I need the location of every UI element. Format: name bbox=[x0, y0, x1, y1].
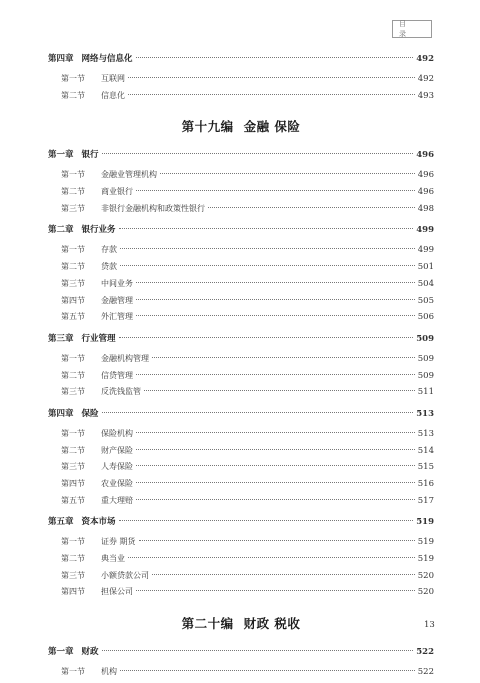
page-ref: 501 bbox=[417, 262, 434, 273]
entry-label bbox=[61, 169, 157, 180]
entry-label bbox=[61, 311, 133, 322]
page-ref: 496 bbox=[417, 170, 434, 181]
dot-leader bbox=[128, 94, 415, 95]
section-number: 第二节 bbox=[61, 262, 85, 272]
entry-label bbox=[61, 553, 125, 564]
section-number: 第一节 bbox=[61, 428, 85, 438]
section-title: 人寿保险 bbox=[101, 462, 133, 472]
dot-leader bbox=[102, 153, 414, 154]
section-title: 小额贷款公司 bbox=[101, 570, 149, 580]
entry-label bbox=[48, 52, 133, 64]
part-number: 第十九编 bbox=[181, 119, 234, 135]
toc-section-entry[interactable] bbox=[48, 478, 434, 495]
section-title: 农业保险 bbox=[101, 479, 133, 488]
section-title: 金融管理 bbox=[101, 295, 133, 305]
page-ref: 506 bbox=[417, 312, 434, 323]
dot-leader bbox=[136, 590, 415, 591]
section-title: 商业银行 bbox=[101, 187, 133, 197]
dot-leader bbox=[152, 357, 415, 358]
dot-leader bbox=[120, 670, 415, 671]
section-number: 第三节 bbox=[61, 570, 85, 580]
page-ref: 514 bbox=[417, 445, 434, 456]
page-ref: 516 bbox=[417, 479, 434, 489]
chapter-title: 保险 bbox=[81, 408, 99, 419]
page-ref: 509 bbox=[417, 370, 434, 381]
section-title: 重大理赔 bbox=[101, 495, 133, 505]
page-ref: 517 bbox=[417, 495, 434, 506]
section-number: 第三节 bbox=[61, 278, 85, 288]
section-title: 外汇管理 bbox=[101, 312, 133, 322]
dot-leader bbox=[136, 282, 415, 283]
toc-section-entry[interactable] bbox=[48, 169, 434, 186]
dot-leader bbox=[152, 574, 415, 575]
entry-label bbox=[61, 570, 149, 581]
toc-section-entry[interactable] bbox=[48, 244, 434, 261]
page-ref: 505 bbox=[417, 295, 434, 306]
entry-label bbox=[48, 515, 116, 527]
dot-leader bbox=[136, 432, 415, 433]
section-number: 第二节 bbox=[61, 90, 85, 100]
entry-label bbox=[61, 261, 117, 272]
page-ref: 498 bbox=[417, 203, 434, 214]
section-title: 金融业管理机构 bbox=[101, 170, 157, 180]
part-number: 第二十编 bbox=[181, 616, 234, 632]
page-ref: 511 bbox=[417, 387, 434, 398]
chapter-title: 资本市场 bbox=[81, 517, 116, 528]
section-title: 存款 bbox=[101, 245, 117, 255]
chapter-title: 银行 bbox=[81, 150, 99, 161]
entry-label bbox=[61, 445, 133, 456]
toc-section-entry[interactable] bbox=[48, 536, 434, 553]
entry-label bbox=[61, 666, 117, 677]
chapter-number: 第二章 bbox=[48, 225, 74, 236]
section-title: 非银行金融机构和政策性银行 bbox=[101, 203, 205, 213]
entry-label bbox=[61, 428, 133, 439]
dot-leader bbox=[119, 520, 414, 521]
entry-label bbox=[48, 332, 116, 344]
chapter-number: 第一章 bbox=[48, 150, 74, 161]
section-number: 第二节 bbox=[61, 370, 85, 380]
section-number: 第四节 bbox=[61, 295, 85, 305]
page-ref: 499 bbox=[417, 245, 434, 256]
section-number: 第一节 bbox=[61, 353, 85, 363]
toc-section-entry[interactable] bbox=[48, 553, 434, 570]
section-title: 中间业务 bbox=[101, 278, 133, 288]
entry-label bbox=[61, 295, 133, 306]
toc-section-entry[interactable] bbox=[48, 295, 434, 312]
section-number: 第五节 bbox=[61, 312, 85, 322]
entry-label bbox=[61, 536, 136, 547]
section-number: 第二节 bbox=[61, 554, 85, 564]
toc-section-entry[interactable] bbox=[48, 586, 434, 603]
page-ref: 513 bbox=[416, 408, 434, 419]
toc-section-entry[interactable] bbox=[48, 428, 434, 445]
dot-leader bbox=[139, 540, 415, 541]
page-ref: 509 bbox=[416, 333, 434, 344]
section-number: 第一节 bbox=[61, 74, 85, 83]
page-ref: 504 bbox=[417, 278, 434, 289]
chapter-number: 第一章 bbox=[48, 647, 74, 658]
entry-label bbox=[61, 586, 133, 597]
dot-leader bbox=[120, 248, 415, 249]
entry-label bbox=[48, 645, 99, 657]
entry-label bbox=[61, 278, 133, 289]
chapter-title: 财政 bbox=[81, 647, 99, 658]
section-title: 互联网 bbox=[101, 74, 125, 83]
toc-section-entry[interactable] bbox=[48, 570, 434, 587]
section-title: 机构 bbox=[101, 667, 117, 677]
chapter-title: 银行业务 bbox=[81, 225, 116, 236]
toc-section-entry[interactable] bbox=[48, 386, 434, 403]
page-ref: 522 bbox=[416, 647, 434, 658]
dot-leader bbox=[102, 412, 414, 413]
page-ref: 493 bbox=[417, 90, 434, 101]
section-number: 第四节 bbox=[61, 587, 85, 597]
entry-label bbox=[61, 353, 149, 364]
page-ref: 520 bbox=[417, 570, 434, 581]
chapter-number: 第五章 bbox=[48, 517, 74, 528]
section-number: 第五节 bbox=[61, 495, 85, 505]
entry-label bbox=[61, 244, 117, 255]
entry-label bbox=[61, 495, 133, 506]
chapter-number: 第四章 bbox=[48, 408, 74, 419]
table-of-contents bbox=[48, 52, 434, 683]
page-ref: 520 bbox=[417, 587, 434, 598]
page-number: 13 bbox=[424, 620, 435, 630]
entry-label bbox=[48, 148, 99, 160]
entry-label bbox=[48, 407, 99, 419]
dot-leader bbox=[144, 390, 415, 391]
dot-leader bbox=[136, 465, 415, 466]
section-title: 信贷管理 bbox=[101, 370, 133, 380]
toc-section-entry[interactable] bbox=[48, 203, 434, 220]
entry-label bbox=[61, 461, 133, 472]
page-ref: 496 bbox=[416, 150, 434, 161]
section-number: 第四节 bbox=[61, 479, 85, 488]
toc-chapter-entry[interactable] bbox=[48, 332, 434, 353]
toc-chapter-entry[interactable] bbox=[48, 515, 434, 536]
entry-label bbox=[61, 90, 125, 101]
section-title: 贷款 bbox=[101, 262, 117, 272]
page-ref: 492 bbox=[416, 54, 434, 64]
section-title: 财产保险 bbox=[101, 445, 133, 455]
dot-leader bbox=[136, 315, 415, 316]
chapter-title: 网络与信息化 bbox=[81, 54, 133, 64]
section-number: 第二节 bbox=[61, 445, 85, 455]
section-number: 第一节 bbox=[61, 245, 85, 255]
toc-section-entry[interactable] bbox=[48, 278, 434, 295]
section-number: 第一节 bbox=[61, 537, 85, 547]
dot-leader bbox=[136, 299, 415, 300]
chapter-number: 第三章 bbox=[48, 333, 74, 344]
section-number: 第三节 bbox=[61, 387, 85, 397]
toc-section-entry[interactable] bbox=[48, 370, 434, 387]
toc-section-entry[interactable] bbox=[48, 261, 434, 278]
toc-section-entry[interactable] bbox=[48, 445, 434, 462]
dot-leader bbox=[136, 499, 415, 500]
entry-label bbox=[61, 386, 141, 397]
part-heading bbox=[48, 106, 434, 148]
page-ref: 496 bbox=[417, 187, 434, 198]
dot-leader bbox=[208, 207, 415, 208]
page-ref: 522 bbox=[417, 667, 434, 678]
entry-label bbox=[61, 203, 205, 214]
dot-leader bbox=[120, 265, 415, 266]
part-title: 财政 税收 bbox=[243, 616, 301, 632]
toc-chapter-entry[interactable] bbox=[48, 223, 434, 244]
toc-section-entry[interactable] bbox=[48, 666, 434, 683]
section-title: 担保公司 bbox=[101, 587, 133, 597]
page-ref: 519 bbox=[416, 517, 434, 528]
section-title: 保险机构 bbox=[101, 428, 133, 438]
section-title: 典当业 bbox=[101, 554, 125, 564]
toc-section-entry[interactable] bbox=[48, 461, 434, 478]
page-ref: 509 bbox=[417, 353, 434, 364]
dot-leader bbox=[136, 190, 415, 191]
toc-section-entry[interactable] bbox=[48, 495, 434, 512]
page-ref: 519 bbox=[417, 537, 434, 548]
entry-label bbox=[61, 370, 133, 381]
section-title: 信息化 bbox=[101, 90, 125, 100]
toc-chapter-entry[interactable] bbox=[48, 407, 434, 428]
dot-leader bbox=[136, 449, 415, 450]
dot-leader bbox=[136, 57, 414, 58]
toc-section-entry[interactable] bbox=[48, 311, 434, 328]
entry-label bbox=[61, 186, 133, 197]
part-title: 金融 保险 bbox=[243, 119, 301, 135]
section-number: 第一节 bbox=[61, 667, 85, 677]
dot-leader bbox=[128, 77, 415, 78]
toc-chapter-entry[interactable] bbox=[48, 52, 434, 73]
part-heading bbox=[48, 603, 434, 645]
section-title: 证券 期货 bbox=[101, 537, 136, 547]
dot-leader bbox=[160, 173, 415, 174]
page-ref: 492 bbox=[417, 74, 434, 84]
entry-label bbox=[61, 73, 125, 84]
section-title: 反洗钱监管 bbox=[101, 387, 141, 397]
dot-leader bbox=[128, 557, 415, 558]
toc-section-entry[interactable] bbox=[48, 186, 434, 203]
section-title: 金融机构管理 bbox=[101, 353, 149, 363]
section-number: 第三节 bbox=[61, 203, 85, 213]
page-ref: 515 bbox=[417, 462, 434, 473]
chapter-title: 行业管理 bbox=[81, 333, 116, 344]
toc-chapter-entry[interactable] bbox=[48, 148, 434, 169]
section-number: 第二节 bbox=[61, 187, 85, 197]
page-ref: 513 bbox=[417, 428, 434, 439]
chapter-number: 第四章 bbox=[48, 54, 74, 64]
dot-leader bbox=[136, 482, 415, 483]
dot-leader bbox=[119, 337, 414, 338]
page-ref: 519 bbox=[417, 554, 434, 565]
toc-section-entry[interactable] bbox=[48, 353, 434, 370]
toc-section-entry[interactable] bbox=[48, 73, 434, 90]
section-number: 第一节 bbox=[61, 170, 85, 180]
entry-label bbox=[48, 223, 116, 235]
toc-section-entry[interactable] bbox=[48, 90, 434, 107]
toc-chapter-entry[interactable] bbox=[48, 645, 434, 666]
dot-leader bbox=[119, 228, 414, 229]
entry-label bbox=[61, 478, 133, 489]
toc-header-tag: 目 录 bbox=[392, 20, 432, 38]
section-number: 第三节 bbox=[61, 462, 85, 472]
page-ref: 499 bbox=[416, 225, 434, 236]
dot-leader bbox=[136, 374, 415, 375]
